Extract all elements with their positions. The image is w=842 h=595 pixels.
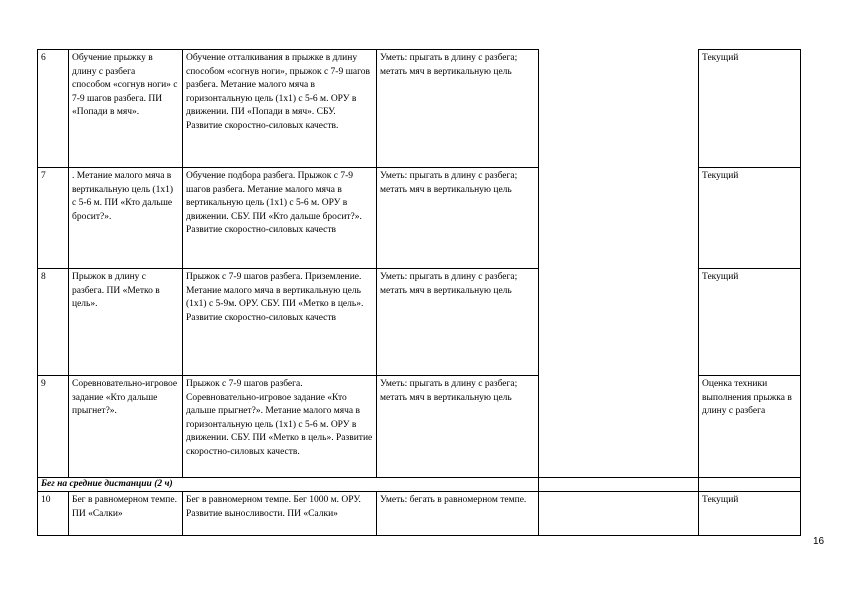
lesson-topic: . Метание малого мяча в вертикальную цель (1х1) с 5-6 м. ПИ «Кто дальше бросит?». <box>69 168 183 269</box>
lesson-control: Текущий <box>699 50 801 168</box>
section-heading: Бег на средние дистанции (2 ч) <box>38 478 539 492</box>
table-row <box>38 50 801 168</box>
lesson-plan-table <box>37 49 801 536</box>
table-row <box>38 376 801 478</box>
lesson-skills: Уметь: прыгать в длину с разбега; метать мяч в вертикальную цель <box>377 50 539 168</box>
lesson-skills: Уметь: прыгать в длину с разбега; метать мяч в вертикальную цель <box>377 376 539 478</box>
lesson-topic: Обучение прыжку в длину с разбега способом «согнув ноги» с 7-9 шагов разбега. ПИ «Попади в мяч». <box>69 50 183 168</box>
empty-cell <box>539 376 699 478</box>
lesson-content: Прыжок с 7-9 шагов разбега. Приземление. Метание малого мяча в вертикальную цель (1х1) с 5-9м. ОРУ. СБУ. ПИ «Метко в цель». Развитие скоростно-силовых качеств <box>183 269 377 376</box>
lesson-control: Текущий <box>699 269 801 376</box>
table-row <box>38 168 801 269</box>
empty-cell <box>539 478 699 492</box>
lesson-skills: Уметь: прыгать в длину с разбега; метать мяч в вертикальную цель <box>377 269 539 376</box>
lesson-number: 8 <box>38 269 69 376</box>
table-row <box>38 492 801 536</box>
lesson-content: Бег в равномерном темпе. Бег 1000 м. ОРУ. Развитие выносливости. ПИ «Салки» <box>183 492 377 536</box>
lesson-control: Оценка техники выполнения прыжка в длину с разбега <box>699 376 801 478</box>
lesson-skills: Уметь: прыгать в длину с разбега; метать мяч в вертикальную цель <box>377 168 539 269</box>
lesson-topic: Соревновательно-игровое задание «Кто дальше прыгнет?». <box>69 376 183 478</box>
lesson-content: Обучение подбора разбега. Прыжок с 7-9 шагов разбега. Метание малого мяча в вертикальную цель (1х1) с 5-6 м. ОРУ в движении. СБУ. ПИ «Кто дальше бросит?». Развитие скоростно-силовых качеств <box>183 168 377 269</box>
lesson-number: 10 <box>38 492 69 536</box>
empty-cell <box>699 478 801 492</box>
lesson-number: 6 <box>38 50 69 168</box>
page-number: 16 <box>813 536 825 547</box>
lesson-number: 7 <box>38 168 69 269</box>
empty-cell <box>539 269 699 376</box>
lesson-number: 9 <box>38 376 69 478</box>
lesson-topic: Прыжок в длину с разбега. ПИ «Метко в цель». <box>69 269 183 376</box>
table-row <box>38 269 801 376</box>
lesson-skills: Уметь: бегать в равномерном темпе. <box>377 492 539 536</box>
empty-cell <box>539 492 699 536</box>
empty-cell <box>539 50 699 168</box>
lesson-control: Текущий <box>699 492 801 536</box>
empty-cell <box>539 168 699 269</box>
section-row <box>38 478 801 492</box>
lesson-content: Обучение отталкивания в прыжке в длину способом «согнув ноги», прыжок с 7-9 шагов разбега. Метание малого мяча в горизонтальную цель (1х1) с 5-6 м. ОРУ в движении. ПИ «Попади в мяч». СБУ. Развитие скоростно-силовых качеств. <box>183 50 377 168</box>
lesson-topic: Бег в равномерном темпе. ПИ «Салки» <box>69 492 183 536</box>
lesson-content: Прыжок с 7-9 шагов разбега. Соревновательно-игровое задание «Кто дальше прыгнет?». Метание малого мяча в горизонтальную цель (1х1) с 5-6 м. ОРУ в движении. СБУ. ПИ «Метко в цель». Развитие скоростно-силовых качеств. <box>183 376 377 478</box>
lesson-control: Текущий <box>699 168 801 269</box>
